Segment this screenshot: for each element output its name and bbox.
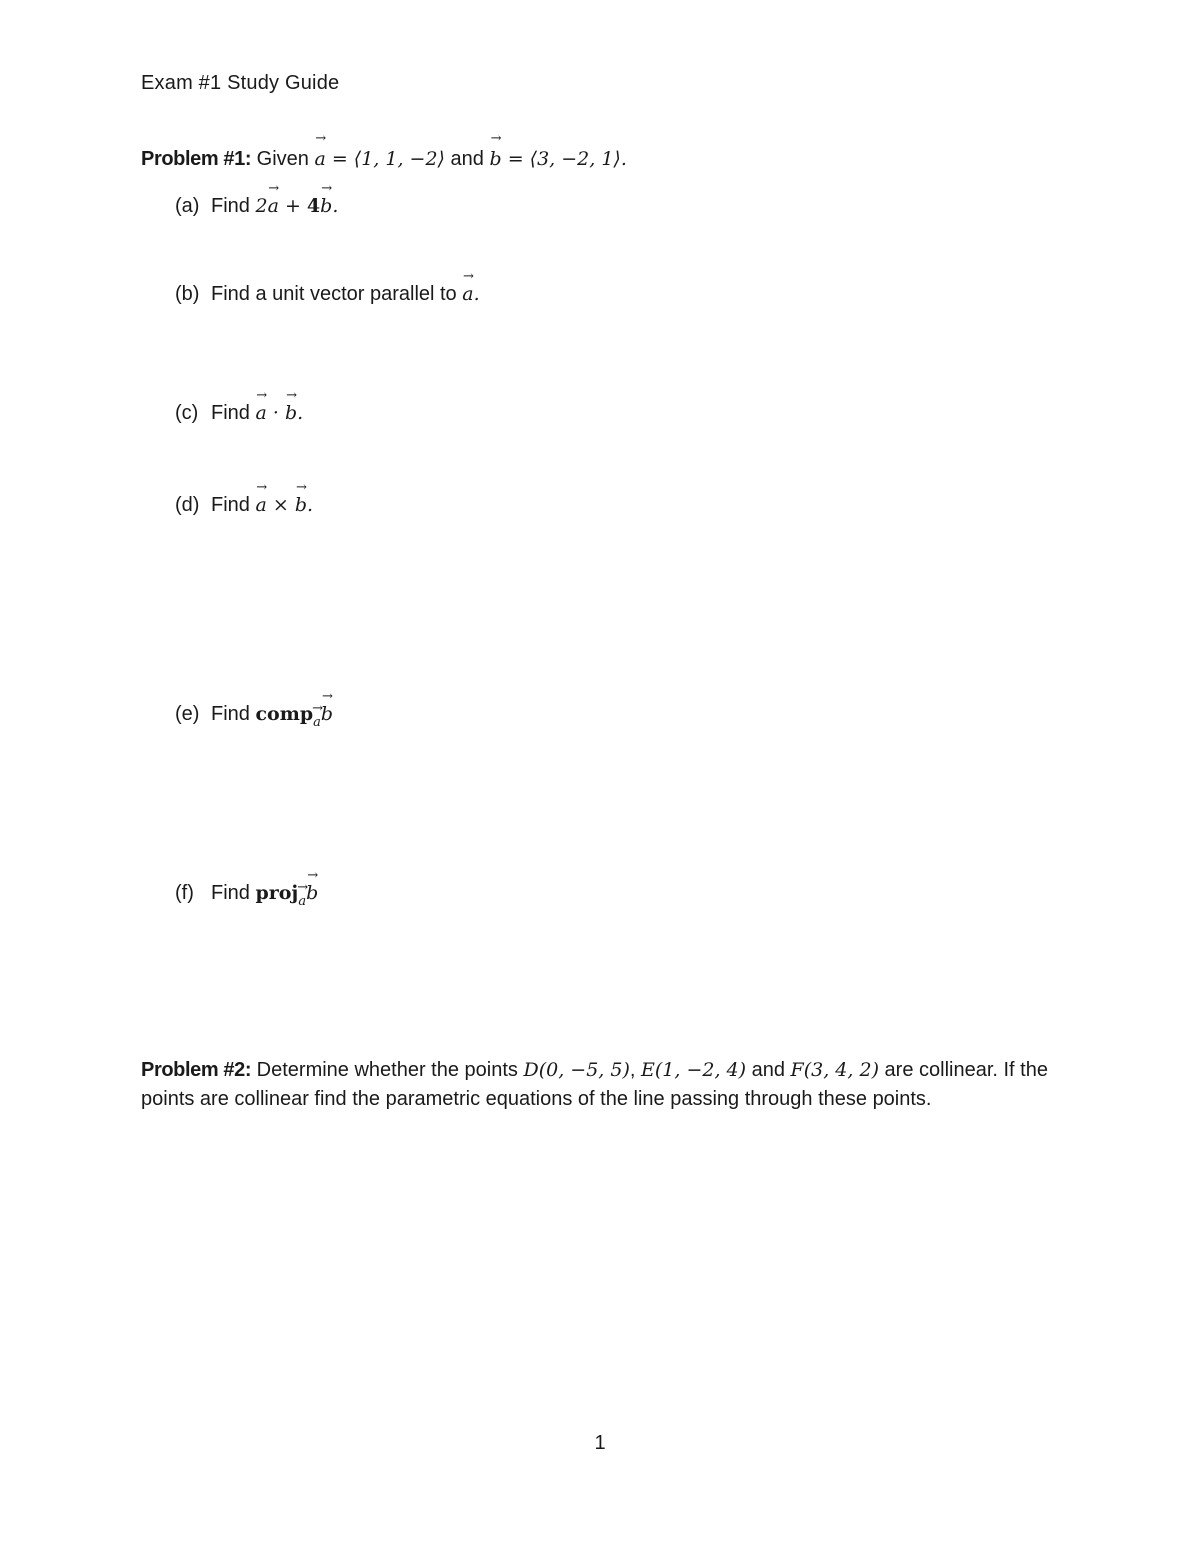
vector-b-symbol: → b [489, 145, 501, 174]
point-f: F(3, 4, 2) [790, 1059, 879, 1081]
period: . [473, 283, 480, 305]
vector-b-symbol: → b [306, 882, 318, 904]
problem-2-text-after: are collinear. If the points are collinear find the parametric equations of the line passing through these points. [141, 1059, 1048, 1110]
part-a [175, 195, 338, 218]
part-f [175, 882, 319, 909]
part-c-expression [255, 402, 303, 424]
part-e [175, 703, 334, 730]
part-d-letter: (d) [175, 494, 200, 516]
part-b-expression [462, 283, 479, 305]
vector-a-symbol: → a [462, 283, 473, 305]
comp-operator: comp [255, 703, 314, 725]
vector-b-definition [489, 148, 626, 170]
vector-b-symbol: → b [285, 402, 297, 424]
vector-a-symbol: → a [268, 195, 279, 217]
part-c [175, 402, 303, 425]
plus-sign: + [284, 195, 301, 217]
point-d: D(0, −5, 5) [523, 1059, 630, 1081]
vector-a-subscript: → a [298, 894, 306, 909]
problem-2-text-before: Determine whether the points [256, 1059, 518, 1081]
part-f-text: Find [211, 882, 250, 904]
page-number: 1 [594, 1432, 606, 1454]
part-b-text: Find a unit vector parallel to [211, 283, 457, 305]
part-b [175, 283, 480, 306]
given-word: Given [256, 148, 309, 170]
problem-2-statement [141, 1056, 1071, 1114]
part-d-expression [255, 494, 313, 516]
part-e-letter: (e) [175, 703, 200, 725]
period: . [297, 402, 304, 424]
part-e-text: Find [211, 703, 250, 725]
vector-b-symbol: → b [320, 195, 332, 217]
part-a-letter: (a) [175, 195, 200, 217]
period: . [332, 195, 339, 217]
point-e: E(1, −2, 4) [641, 1059, 747, 1081]
vector-a-symbol: → a [314, 145, 325, 174]
part-f-letter: (f) [175, 882, 194, 904]
part-a-expression [255, 195, 338, 217]
vector-a-definition [314, 148, 445, 170]
proj-operator: proj [255, 882, 299, 904]
part-e-expression [255, 703, 334, 730]
page-title: Exam #1 Study Guide [141, 72, 340, 94]
and-word: and [450, 148, 484, 170]
vector-a-value: = ⟨1, 1, −2⟩ [331, 148, 445, 170]
comma: , [629, 1059, 636, 1081]
part-a-text: Find [211, 195, 250, 217]
part-c-letter: (c) [175, 402, 199, 424]
vector-b-value: = ⟨3, −2, 1⟩. [507, 148, 627, 170]
part-c-text: Find [211, 402, 250, 424]
coef-b: 4 [306, 195, 321, 217]
period: . [306, 494, 314, 516]
problem-1-label: Problem #1: [141, 148, 252, 170]
problem-1-statement [141, 145, 627, 174]
part-b-letter: (b) [175, 283, 200, 305]
vector-a-symbol: → a [255, 494, 266, 516]
part-d-text: Find [211, 494, 250, 516]
vector-a-symbol: → a [255, 402, 266, 424]
dot-operator: · [272, 402, 279, 424]
part-f-expression [255, 882, 319, 909]
coef-a: 2 [255, 195, 268, 217]
vector-b-symbol: → b [321, 703, 333, 725]
cross-operator: × [272, 494, 289, 516]
and-word: and [751, 1059, 785, 1081]
vector-b-symbol: → b [295, 494, 307, 516]
part-d [175, 494, 313, 517]
vector-a-subscript: → a [313, 715, 321, 730]
problem-2-label: Problem #2: [141, 1059, 252, 1081]
